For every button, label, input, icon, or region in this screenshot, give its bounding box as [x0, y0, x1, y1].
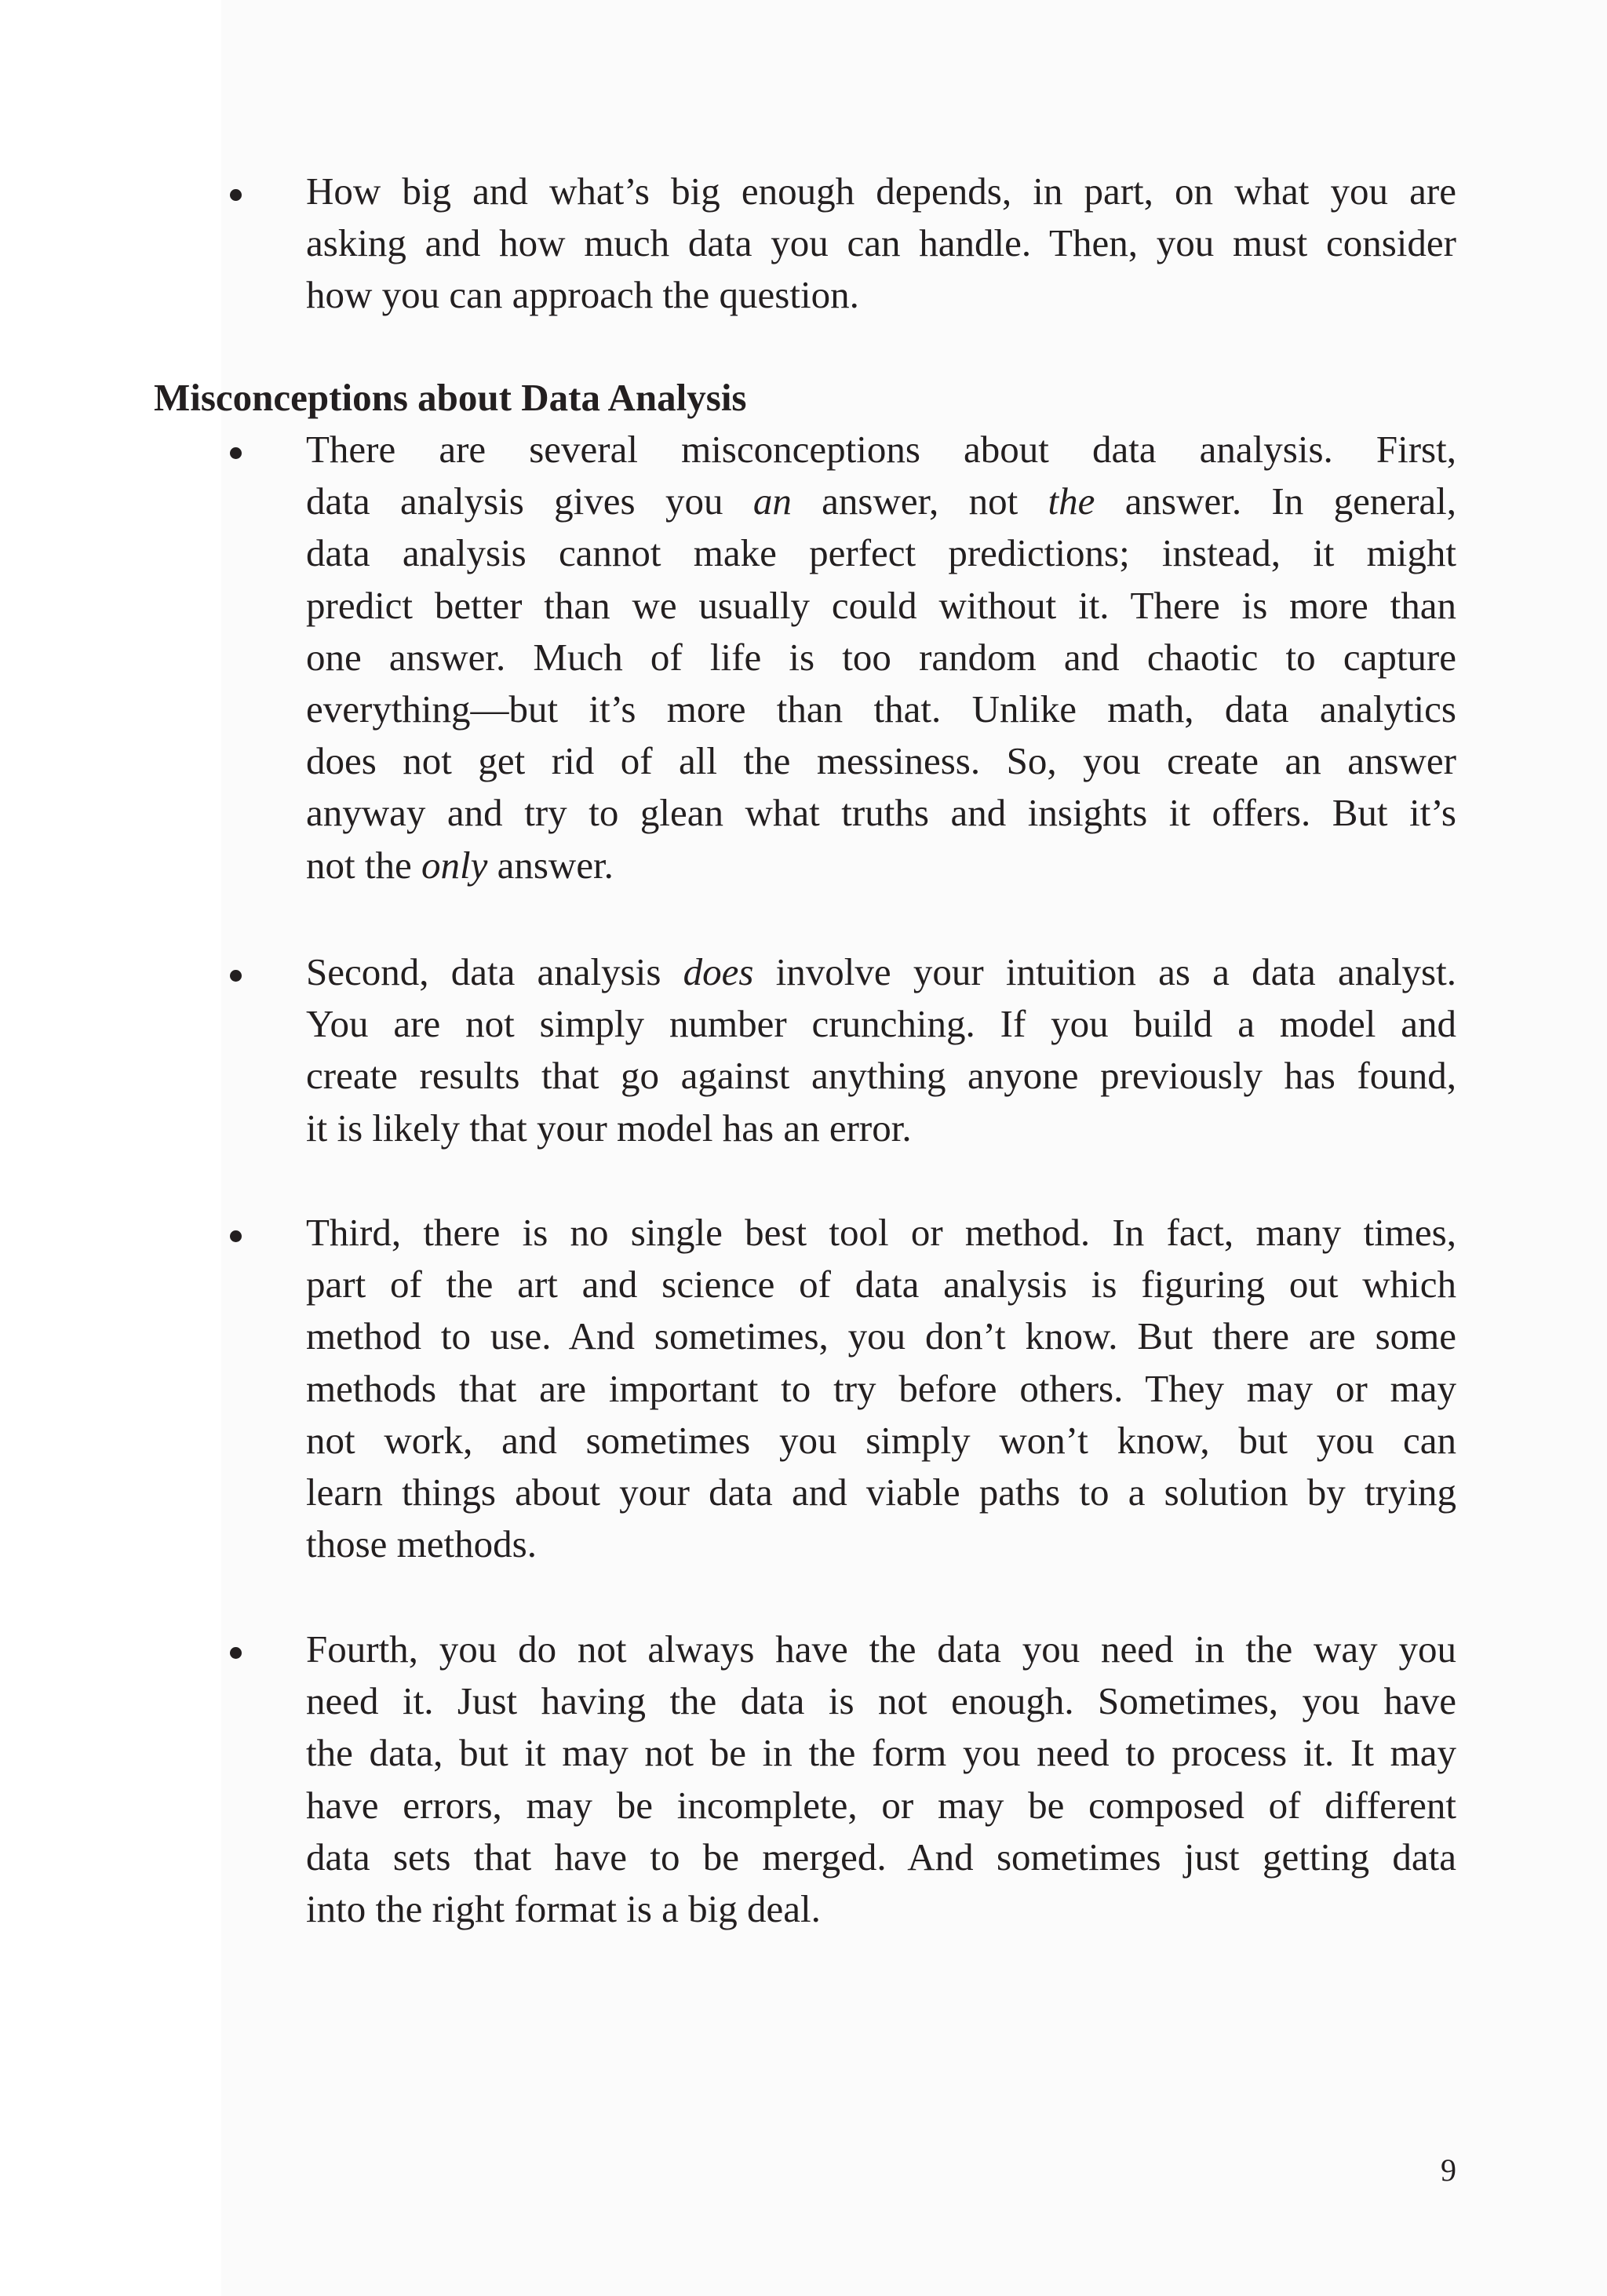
- text-line: into the right format is a big deal.: [306, 1887, 821, 1931]
- text-line: methods that are important to try before others. They may or may: [306, 1366, 1456, 1410]
- text-line: everything—but it’s more than that. Unlike math, data analytics: [306, 687, 1456, 731]
- text-line: How big and what’s big enough depends, in part, on what you are: [306, 169, 1456, 213]
- text-line: Second, data analysis does involve your intuition as a data analyst.: [306, 950, 1456, 993]
- text-line: not work, and sometimes you simply won’t know, but you can: [306, 1418, 1456, 1462]
- text-line: how you can approach the question.: [306, 273, 859, 317]
- page-number: 9: [1441, 2152, 1456, 2188]
- emphasis-an: an: [752, 479, 792, 523]
- text-line: data analysis cannot make perfect predictions; instead, it might: [306, 531, 1456, 575]
- bullet-icon: [230, 1647, 242, 1659]
- text-line: Third, there is no single best tool or method. In fact, many times,: [306, 1211, 1456, 1254]
- bullet-icon: [230, 970, 242, 982]
- text-line: You are not simply number crunching. If you build a model and: [306, 1002, 1456, 1046]
- bullet-text: [306, 946, 1456, 1154]
- bullet-text: [306, 1207, 1456, 1570]
- text-line: not the only answer.: [306, 843, 614, 887]
- text-line: anyway and try to glean what truths and insights it offers. But it’s: [306, 791, 1456, 835]
- text-line: those methods.: [306, 1522, 537, 1566]
- text-line: There are several misconceptions about data analysis. First,: [306, 428, 1456, 471]
- text-line: it is likely that your model has an error.: [306, 1106, 912, 1150]
- text-line: need it. Just having the data is not enough. Sometimes, you have: [306, 1679, 1456, 1723]
- intro-bullet-text: [306, 166, 1456, 322]
- bullet-text: [306, 424, 1456, 891]
- text-line: method to use. And sometimes, you don’t know. But there are some: [306, 1314, 1456, 1358]
- text-line: Fourth, you do not always have the data you need in the way you: [306, 1627, 1456, 1671]
- emphasis-does: does: [683, 950, 754, 993]
- bullet-icon: [230, 189, 242, 201]
- section-heading: Misconceptions about Data Analysis: [154, 376, 747, 419]
- text-line: the data, but it may not be in the form you need to process it. It may: [306, 1731, 1456, 1775]
- text-line: asking and how much data you can handle. Then, you must consider: [306, 221, 1456, 265]
- bullet-third-misconception: [306, 1207, 1456, 1570]
- emphasis-the: the: [1048, 479, 1095, 523]
- bullet-first-misconception: [306, 424, 1456, 891]
- text-line: part of the art and science of data analysis is figuring out which: [306, 1263, 1456, 1307]
- bullet-text: [306, 1624, 1456, 1935]
- bullet-second-misconception: [306, 946, 1456, 1154]
- emphasis-only: only: [421, 843, 488, 887]
- intro-bullet: [306, 166, 1456, 322]
- bullet-fourth-misconception: [306, 1624, 1456, 1935]
- text-line: data sets that have to be merged. And sometimes just getting data: [306, 1835, 1456, 1879]
- bullet-icon: [230, 1230, 242, 1242]
- text-line: learn things about your data and viable paths to a solution by trying: [306, 1471, 1456, 1514]
- text-line: one answer. Much of life is too random and chaotic to capture: [306, 635, 1456, 679]
- text-line: predict better than we usually could without it. There is more than: [306, 583, 1456, 627]
- text-line: have errors, may be incomplete, or may be composed of different: [306, 1783, 1456, 1827]
- bullet-icon: [230, 447, 242, 459]
- text-line: create results that go against anything anyone previously has found,: [306, 1054, 1456, 1098]
- text-line: data analysis gives you an answer, not the answer. In general,: [306, 479, 1457, 523]
- text-line: does not get rid of all the messiness. So, you create an answer: [306, 739, 1456, 783]
